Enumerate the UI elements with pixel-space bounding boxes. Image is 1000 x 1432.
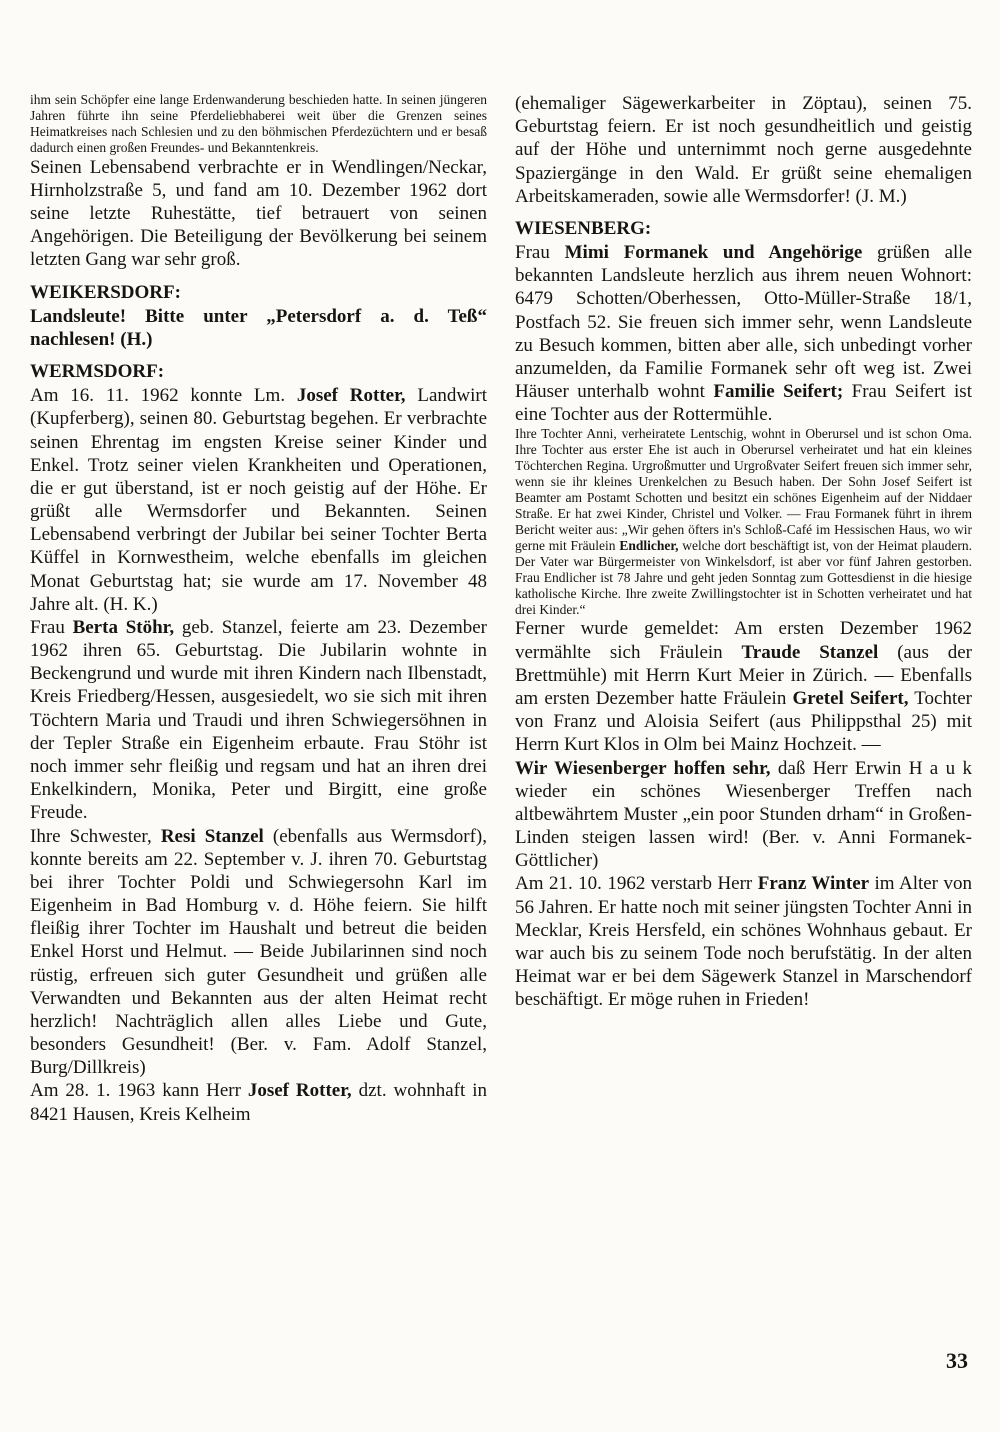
text-run: Josef Rotter, [247, 1080, 352, 1102]
text-run: (aus der Brettmühle) mit Herrn Kurt Meier in Zürich. — Ebenfalls am ersten Dezember hatte Fräulein [515, 641, 972, 709]
section-heading [30, 360, 487, 383]
text-run: Landwirt (Kupferberg), seinen 80. Geburtstag begehen. Er verbrachte seinen Ehrentag im engsten Kreise seiner Kinder und Enkel. Trotz seiner vielen Krankheiten und Operationen, die er gut überstand, ist er noch geistig auf der Höhe. Er grüßt alle Wermsdorfer und Bekannten. Seinen Lebensabend verbringt der Jubilar bei seiner Tochter Berta Küffel in Kornwestheim, welche ebenfalls im gleichen Monat Geburtstag hat; sie wurde am 17. November 48 Jahre alt. (H. K.) [30, 385, 487, 615]
right-column [515, 92, 972, 1126]
text-run: Franz Winter [757, 873, 870, 895]
paragraph [515, 92, 972, 208]
left-column [30, 92, 487, 1126]
page-number: 33 [946, 1348, 968, 1373]
text-run: geb. Stanzel, feierte am 23. Dezember 1962 ihren 65. Geburtstag. Die Jubilarin wohnte in Beckengrund und wurde mit ihren Kindern nach Ilbenstadt, Kreis Friedberg/Hessen, ausgesiedelt, wo sie sich mit ihren Töchtern Maria und Traudi und ihren Schwiegersöhnen in der Tepler Straße ein Eigenheim erbaute. Frau Stöhr ist noch immer sehr fleißig und regsam und hat an ihren drei Enkelkindern, Monika, Peter und Birgitt, eine große Freude. [30, 616, 487, 824]
paragraph [30, 825, 487, 1080]
text-run: ihm sein Schöpfer eine lange Erdenwanderung beschieden hatte. In seinen jüngeren Jahren führte ihn seine Pferdeliebhaberei weit über die Grenzen seines Heimatkreises nach Schlesien und zu den böhmischen Pferdezüchtern und er besaß dadurch einen großen Freundes- und Bekanntenkreis. [30, 92, 487, 155]
text-run: WEIKERSDORF: [30, 281, 181, 303]
paragraph [515, 617, 972, 756]
text-run: Josef Rotter, [296, 385, 406, 407]
text-run: WIESENBERG: [515, 217, 652, 239]
text-run: daß Herr Erwin H a u k wieder ein schönes Wiesenberger Treffen nach altbewährtem Muster „ein poor Stunden drham“ in Großen-Linden steigen lassen wird! (Ber. v. Anni Formanek-Göttlicher) [515, 757, 972, 872]
text-run: Seinen Lebensabend verbrachte er in Wendlingen/Neckar, Hirnholzstraße 5, und fand am 10. Dezember 1962 dort seine letzte Ruhestätte, tief betrauert von seinen Angehörigen. Die Beteiligung der Bevölkerung bei seinem letzten Gang war sehr groß. [30, 156, 487, 271]
text-run: (ebenfalls aus Wermsdorf), konnte bereits am 22. September v. J. ihren 70. Geburtstag bei ihrer Tochter Poldi und Schwiegersohn Karl im Eigenheim in Bad Homburg v. d. Höhe feiern. Sie hilft fleißig ihrer Tochter im Haushalt und betreut die beiden Enkel Horst und Helmut. — Beide Jubilarinnen sind noch rüstig, erfreuen sich guter Gesundheit und grüßen alle Verwandten und Bekannten aus der alten Heimat recht herzlich! Nachträglich allen alles Liebe und Gute, besonders Gesundheit! (Ber. v. Fam. Adolf Stanzel, Burg/Dillkreis) [30, 825, 488, 1079]
paragraph-small [30, 92, 487, 156]
text-run: Resi Stanzel [160, 825, 264, 847]
text-run: Mimi Formanek und Angehörige [564, 242, 863, 264]
text-run: Landsleute! Bitte unter „Petersdorf a. d. Teß“ nachlesen! (H.) [30, 305, 487, 350]
text-run: Frau [515, 242, 565, 264]
text-run: WERMSDORF: [30, 361, 165, 383]
section-heading [515, 217, 972, 240]
paragraph [30, 384, 487, 616]
text-run: Am 21. 10. 1962 verstarb Herr [515, 873, 758, 895]
text-run: Berta Stöhr, [72, 616, 175, 638]
text-run: (ehemaliger Sägewerkarbeiter in Zöptau), seinen 75. Geburtstag feiern. Er ist noch gesundheitlich und geistig auf der Höhe und unternimmt noch gerne ausgedehnte Spaziergänge in den Wald. Er grüßt seine ehemaligen Arbeitskameraden, sowie alle Wermsdorfer! (J. M.) [515, 93, 972, 207]
paragraph [30, 305, 487, 351]
text-run: Endlicher, [619, 537, 679, 553]
paragraph-small [515, 426, 972, 617]
paragraph [515, 241, 972, 426]
paragraph [515, 872, 972, 1011]
text-run: Tochter von Franz und Aloisia Seifert (aus Philippsthal 25) mit Herrn Kurt Klos in Olm bei Mainz Hochzeit. — [515, 687, 972, 756]
text-run: Am 28. 1. 1963 kann Herr [30, 1080, 248, 1102]
text-run: Ferner wurde gemeldet: Am ersten Dezember 1962 vermählte sich Fräulein [515, 618, 972, 663]
text-run: Am 16. 11. 1962 konnte Lm. [30, 385, 297, 407]
text-run: Ihre Schwester, [30, 825, 161, 847]
text-run: Frau [30, 616, 73, 638]
paragraph [515, 757, 972, 873]
text-run: dzt. wohnhaft in 8421 Hausen, Kreis Kelheim [30, 1080, 487, 1125]
text-run: Gretel Seifert, [792, 687, 909, 709]
paragraph [30, 616, 487, 825]
text-run: Frau Seifert ist eine Tochter aus der Rottermühle. [515, 381, 972, 426]
paragraph [30, 1079, 487, 1125]
text-run: Traude Stanzel [741, 641, 879, 663]
text-run: Wir Wiesenberger hoffen sehr, [515, 757, 771, 779]
text-run: welche dort beschäftigt ist, von der Heimat plaudern. Der Vater war Bürgermeister von Winkelsdorf, ist aber vor fünf Jahren gestorben. Frau Endlicher ist 78 Jahre und geht jeden Sonntag zum Gottesdienst in die hiesige katholische Kirche. Ihre zweite Zwillingstochter ist in Schotten verheiratet und hat drei Kinder.“ [515, 537, 972, 617]
text-run: im Alter von 56 Jahren. Er hatte noch mit seiner jüngsten Tochter Anni in Mecklar, Kreis Hersfeld, ein schönes Wohnhaus gebaut. Er war auch bis zu seinem Tode noch berufstätig. In der alten Heimat war er bei dem Sägewerk Stanzel in Marschendorf beschäftigt. Er möge ruhen in Frieden! [515, 873, 972, 1011]
text-run: Familie Seifert; [713, 381, 844, 403]
section-heading [30, 281, 487, 304]
paragraph [30, 156, 487, 272]
text-run: grüßen alle bekannten Landsleute herzlich aus ihrem neuen Wohnort: 6479 Schotten/Oberhessen, Otto-Müller-Straße 18/1, Postfach 52. Sie freuen sich immer sehr, wenn Landsleute zu Besuch kommen, bitten aber alle, sich unbedingt vorher anzumelden, da Familie Formanek sehr oft weg ist. Zwei Häuser unterhalb wohnt [515, 242, 973, 403]
text-run: Ihre Tochter Anni, verheiratete Lentschig, wohnt in Oberursel und ist schon Oma. Ihre Tochter aus erster Ehe ist auch in Oberursel verheiratet und hat ein kleines Töchterchen Regina. Urgroßmutter und Urgroßvater Seifert freuen sich immer sehr, wenn sie ihr kleines Urenkelchen zu Besuch haben. Der Sohn Josef Seifert ist Beamter am Postamt Schotten und besitzt ein schönes Eigenheim auf der Niddaer Straße. Er hat zwei Kinder, Christel und Volker. — Frau Formanek führt in ihrem Bericht weiter aus: „Wir gehen öfters in's Schloß-Café im Hessischen Haus, wo wir gerne mit Fräulein [515, 426, 972, 553]
